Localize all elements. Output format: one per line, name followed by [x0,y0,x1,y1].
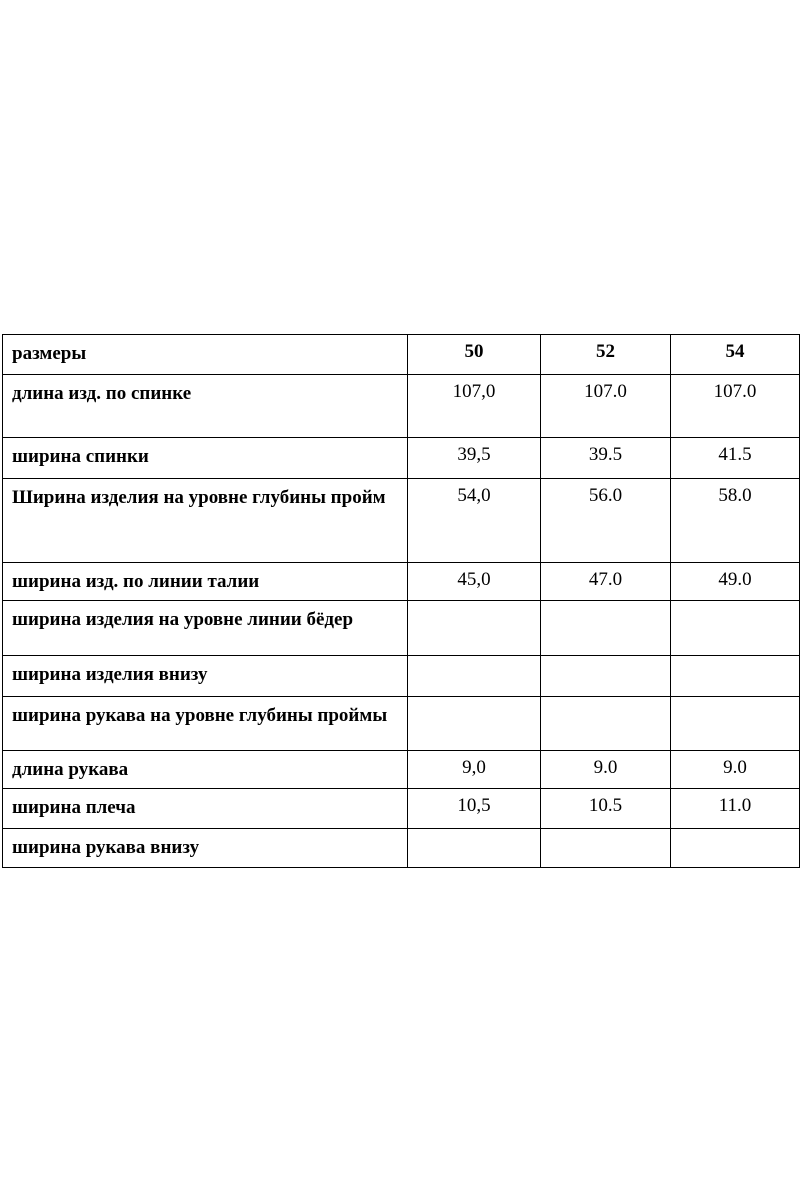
row-value-54: 9.0 [671,751,800,789]
row-label: ширина плеча [3,789,408,829]
row-label: Ширина изделия на уровне глубины пройм [3,479,408,563]
table-row-back-length [3,375,800,438]
table-row-shoulder-width [3,789,800,829]
row-value-52 [541,829,671,868]
row-value-50 [408,656,541,697]
row-value-50: 9,0 [408,751,541,789]
row-value-50: 54,0 [408,479,541,563]
row-value-54 [671,656,800,697]
row-value-50 [408,829,541,868]
row-value-50: 107,0 [408,375,541,438]
row-value-52: 39.5 [541,438,671,479]
row-value-50 [408,697,541,751]
row-label: ширина изд. по линии талии [3,563,408,601]
header-size-50: 50 [408,335,541,375]
row-label: ширина спинки [3,438,408,479]
header-label-cell: размеры [3,335,408,375]
table-row-armhole-width [3,479,800,563]
row-value-52: 107.0 [541,375,671,438]
table-row-sleeve-armhole-width [3,697,800,751]
row-value-50: 10,5 [408,789,541,829]
table-row-back-width [3,438,800,479]
row-value-52: 47.0 [541,563,671,601]
table-row-waist-width [3,563,800,601]
row-label: ширина рукава на уровне глубины проймы [3,697,408,751]
row-value-54: 58.0 [671,479,800,563]
row-label: длина изд. по спинке [3,375,408,438]
row-value-54 [671,829,800,868]
row-label: ширина изделия внизу [3,656,408,697]
row-label: ширина рукава внизу [3,829,408,868]
size-chart-table [2,334,800,868]
row-value-50 [408,601,541,656]
row-value-54 [671,601,800,656]
row-value-54: 41.5 [671,438,800,479]
row-value-54: 49.0 [671,563,800,601]
row-value-52 [541,697,671,751]
header-size-52: 52 [541,335,671,375]
table-row-hip-width [3,601,800,656]
row-value-54 [671,697,800,751]
table-row-bottom-width [3,656,800,697]
row-label: ширина изделия на уровне линии бёдер [3,601,408,656]
table-row-sleeve-length [3,751,800,789]
table-row-sleeve-bottom-width [3,829,800,868]
table-header-row [3,335,800,375]
row-value-52: 56.0 [541,479,671,563]
row-value-50: 39,5 [408,438,541,479]
row-value-52: 9.0 [541,751,671,789]
row-value-52: 10.5 [541,789,671,829]
row-label: длина рукава [3,751,408,789]
row-value-52 [541,601,671,656]
header-size-54: 54 [671,335,800,375]
row-value-50: 45,0 [408,563,541,601]
row-value-54: 11.0 [671,789,800,829]
row-value-54: 107.0 [671,375,800,438]
row-value-52 [541,656,671,697]
